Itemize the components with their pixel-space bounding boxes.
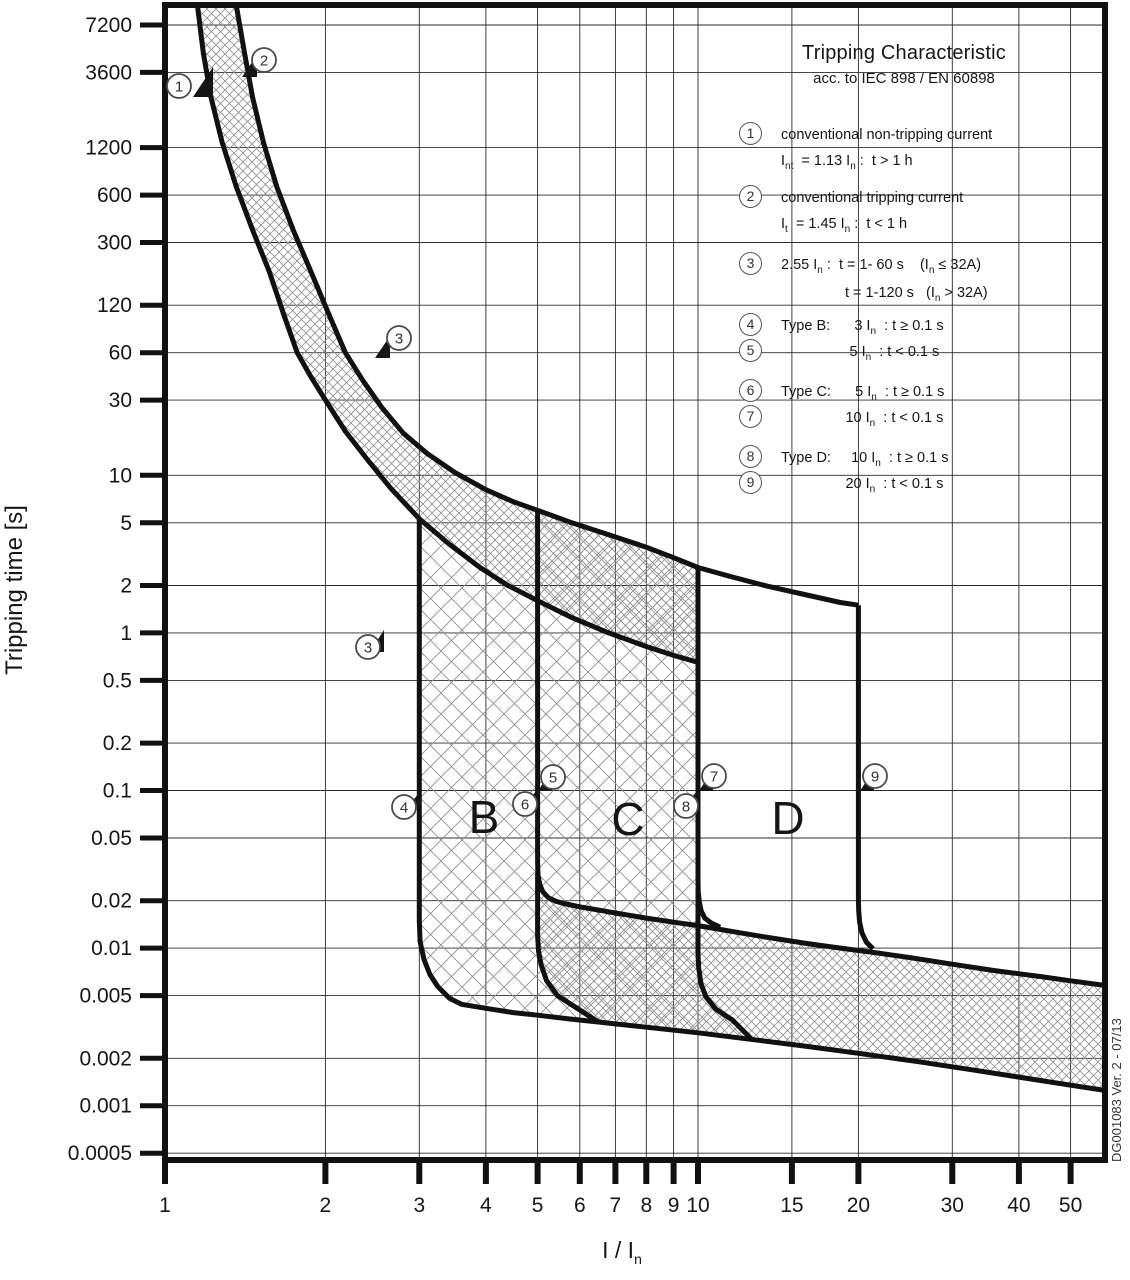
y-tick-label: 10 xyxy=(108,464,132,488)
zone-label-B: B xyxy=(468,791,500,843)
y-tick-label: 300 xyxy=(96,231,132,255)
svg-text:3: 3 xyxy=(363,639,373,657)
y-tick-label: 0.05 xyxy=(91,827,132,850)
legend-item-4 xyxy=(703,313,944,341)
x-tick-label: 3 xyxy=(413,1194,426,1217)
x-axis-title: I / $I_n$ xyxy=(602,1237,642,1267)
legend xyxy=(703,0,1105,520)
legend-item-2 xyxy=(703,185,963,239)
x-tick-label: 15 xyxy=(780,1194,804,1217)
x-tick-label: 20 xyxy=(846,1194,871,1217)
y-tick-label: 0.1 xyxy=(102,779,132,803)
svg-text:3: 3 xyxy=(394,330,404,348)
y-tick-label: 0.01 xyxy=(91,937,132,961)
legend-number-badge: 3 xyxy=(739,252,762,275)
svg-text:9: 9 xyxy=(870,768,880,786)
y-axis-title: Tripping time [s] xyxy=(1,505,28,675)
x-tick-label: 6 xyxy=(573,1194,586,1217)
x-tick-label: 40 xyxy=(1007,1194,1031,1217)
legend-number-badge: 4 xyxy=(739,313,762,336)
zone-label-D: D xyxy=(771,792,805,844)
svg-text:6: 6 xyxy=(520,796,530,814)
legend-item-text: Type C: 5 $I_n$ : t ≥ 0.1 s xyxy=(781,384,945,403)
y-tick-label: 0.002 xyxy=(79,1047,132,1071)
legend-item-6 xyxy=(703,379,944,407)
legend-item-7 xyxy=(703,405,943,433)
y-tick-label: 1200 xyxy=(85,136,132,160)
curve-10In-line xyxy=(698,568,720,928)
x-tick-label: 10 xyxy=(686,1194,710,1217)
legend-number-badge: 7 xyxy=(739,405,762,428)
legend-item-8 xyxy=(703,445,948,473)
y-tick-label: 3600 xyxy=(85,61,132,85)
x-tick-label: 30 xyxy=(940,1194,964,1217)
callout-marker-3 xyxy=(356,630,384,659)
legend-item-text: 2.55 $I_n$ : t = 1- 60 s $(I_n \le 32A)$ t = 1-120 s $(I_n > 32A)$ xyxy=(781,257,988,304)
callout-marker-3 xyxy=(375,326,411,358)
x-tick-label: 8 xyxy=(640,1194,653,1217)
legend-title: Tripping Characteristic xyxy=(802,42,1006,64)
legend-item-text: conventional non-tripping current $I_{nt} = 1.13$ $I_n$ : t > 1 h xyxy=(781,127,993,172)
y-tick-label: 2 xyxy=(120,574,132,598)
svg-text:4: 4 xyxy=(399,799,409,817)
svg-text:5: 5 xyxy=(548,769,558,787)
y-tick-label: 30 xyxy=(108,389,132,413)
svg-text:2: 2 xyxy=(259,52,269,70)
svg-text:8: 8 xyxy=(681,798,691,816)
legend-item-text: 5 $I_n$ : t < 0.1 s xyxy=(781,344,940,363)
x-tick-label: 7 xyxy=(609,1194,622,1217)
legend-item-text: 20 $I_n$ : t < 0.1 s xyxy=(781,476,944,495)
y-tick-label: 60 xyxy=(108,341,132,365)
y-tick-label: 7200 xyxy=(85,14,132,37)
legend-number-badge: 2 xyxy=(739,185,762,208)
y-tick-label: 600 xyxy=(96,184,132,208)
legend-number-badge: 6 xyxy=(739,379,762,402)
legend-item-text: conventional tripping current $I_t = 1.45$ $I_n$ : t < 1 h xyxy=(781,190,964,235)
callout-marker-4 xyxy=(392,790,421,819)
y-tick-label: 120 xyxy=(96,294,132,318)
legend-item-5 xyxy=(703,339,939,367)
y-tick-label: 0.02 xyxy=(91,889,132,913)
x-tick-label: 4 xyxy=(480,1194,492,1217)
x-tick-label: 9 xyxy=(667,1194,680,1217)
legend-item-1 xyxy=(703,122,992,176)
legend-item-3 xyxy=(703,252,988,308)
legend-item-text: Type D: 10 $I_n$ : t ≥ 0.1 s xyxy=(781,450,949,469)
y-tick-label: 1 xyxy=(120,621,132,645)
legend-number-badge: 5 xyxy=(739,339,762,362)
x-tick-label: 5 xyxy=(531,1194,544,1217)
legend-item-9 xyxy=(703,471,943,499)
callout-marker-7 xyxy=(699,764,726,791)
x-tick-label: 1 xyxy=(159,1194,171,1217)
legend-subtitle: acc. to IEC 898 / EN 60898 xyxy=(813,70,995,87)
callout-marker-9 xyxy=(860,764,887,791)
x-tick-label: 50 xyxy=(1058,1194,1083,1217)
legend-item-text: 10 $I_n$ : t < 0.1 s xyxy=(781,410,944,429)
y-tick-label: 0.005 xyxy=(79,984,132,1008)
y-tick-label: 0.2 xyxy=(102,732,132,756)
svg-text:1: 1 xyxy=(174,78,184,96)
legend-number-badge: 1 xyxy=(739,122,762,145)
zone-label-C: C xyxy=(611,793,645,845)
y-tick-label: 0.0005 xyxy=(67,1142,132,1166)
x-tick-label: 2 xyxy=(319,1194,332,1217)
y-tick-label: 0.001 xyxy=(79,1094,132,1118)
y-tick-label: 5 xyxy=(120,511,132,535)
legend-number-badge: 8 xyxy=(739,445,762,468)
y-tick-label: 0.5 xyxy=(102,669,132,693)
legend-number-badge: 9 xyxy=(739,471,762,494)
legend-item-text: Type B: 3 $I_n$ : t ≥ 0.1 s xyxy=(781,318,944,337)
svg-text:7: 7 xyxy=(709,768,719,786)
document-version-note: DG001083 Ver. 2 - 07/13 xyxy=(1109,1018,1124,1162)
